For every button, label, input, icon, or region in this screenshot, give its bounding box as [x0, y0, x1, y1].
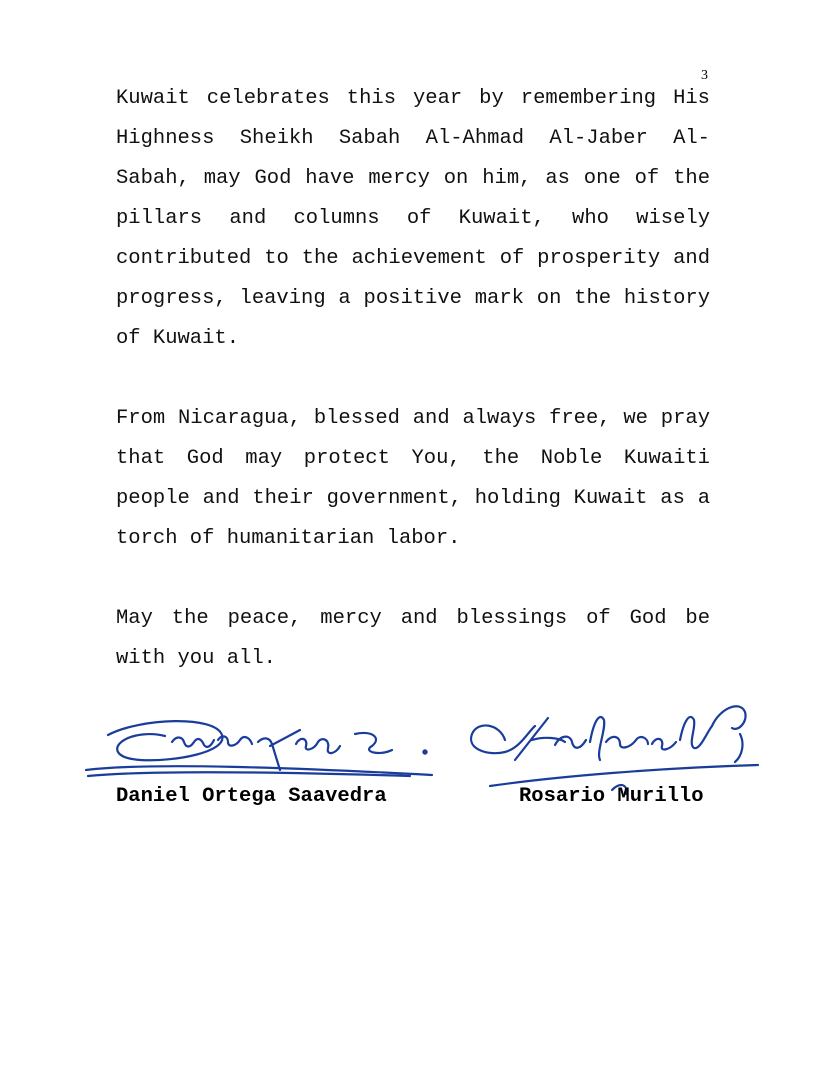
signatory-name-daniel-ortega: Daniel Ortega Saavedra — [116, 785, 387, 808]
signature-block — [0, 690, 825, 820]
page-number: 3 — [701, 68, 708, 83]
signature-daniel-ortega — [86, 721, 432, 776]
paragraph-prayer: From Nicaragua, blessed and always free, we pray that God may protect You, the Noble Kuwaiti people and their government, holding Kuwait as a torch of humanitarian labor. — [116, 407, 710, 550]
paragraph-blessing: May the peace, mercy and blessings of God be with you all. — [116, 607, 710, 670]
signature-rosario-murillo — [471, 706, 758, 794]
signatory-name-rosario-murillo: Rosario Murillo — [519, 785, 704, 808]
paragraph-tribute: Kuwait celebrates this year by remembering His Highness Sheikh Sabah Al-Ahmad Al-Jaber Al-Sabah, may God have mercy on him, as one of the pillars and columns of Kuwait, who wisely contributed to the achievement of prosperity and progress, leaving a positive mark on the history of Kuwait. — [116, 87, 710, 350]
